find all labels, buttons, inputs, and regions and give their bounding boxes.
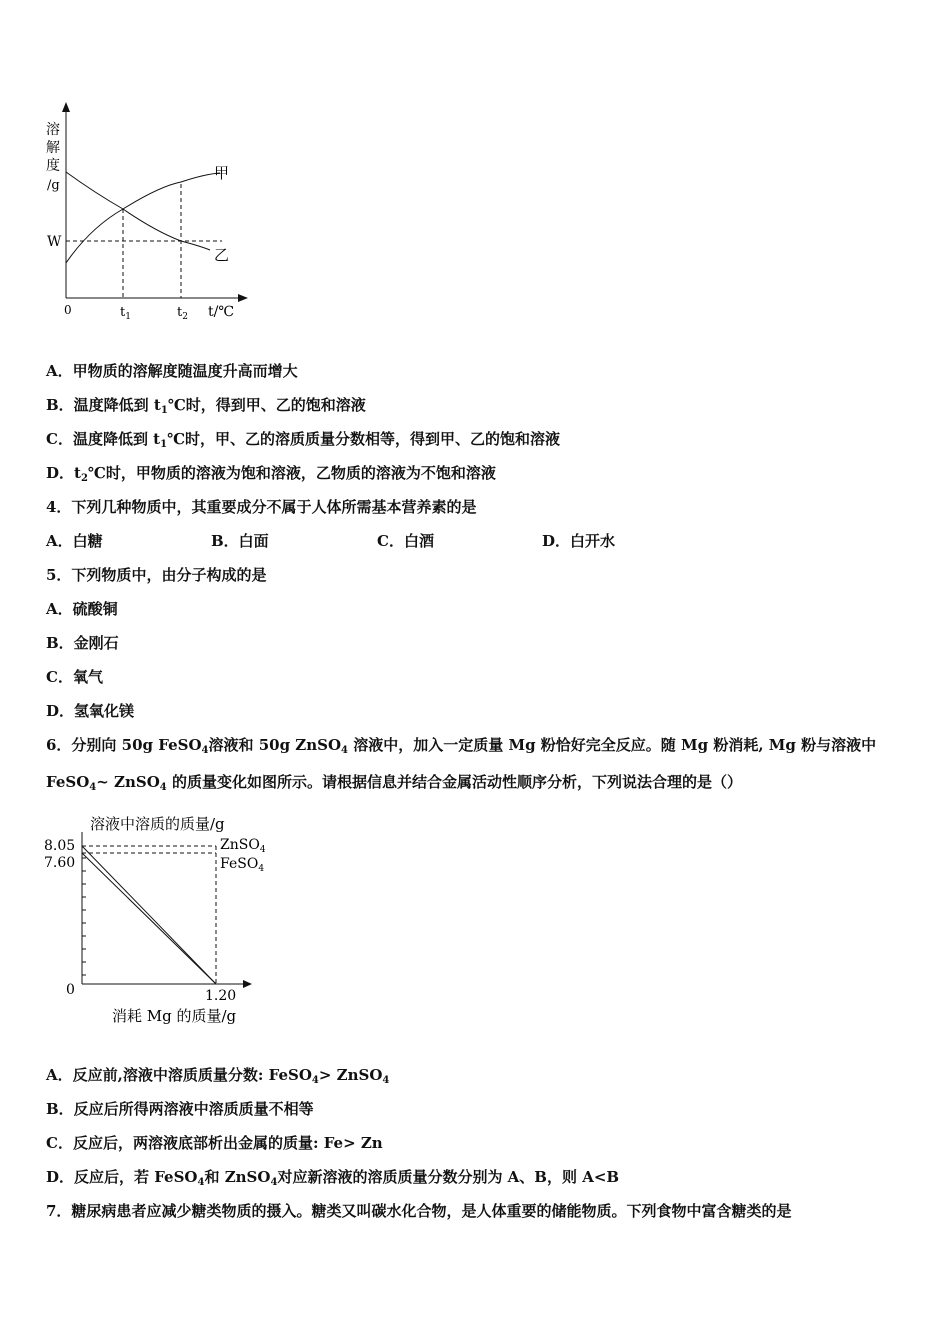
x-axis-label: 消耗 Mg 的质量/g bbox=[112, 1007, 237, 1025]
q6-stem-line1: 6．分别向 50g FeSO$_4$溶液和 50g ZnSO$_4$ 溶液中，加入一定质量 Mg 粉恰好完全反应。随 Mg 粉消耗, Mg 粉与溶液中 bbox=[46, 736, 877, 756]
curve-jia bbox=[66, 173, 220, 263]
q6-option-a: A．反应前,溶液中溶质质量分数: FeSO$_4$> ZnSO$_4$ bbox=[46, 1066, 390, 1086]
q5-option-a: A．硫酸铜 bbox=[46, 600, 118, 618]
q3-option-d: D．$t_2℃$时，甲物质的溶液为饱和溶液，乙物质的溶液为不饱和溶液 bbox=[46, 464, 496, 484]
q5-stem: 5．下列物质中，由分子构成的是 bbox=[46, 566, 267, 584]
y-tick-label-low: 7.60 bbox=[44, 855, 76, 871]
q3-option-a: A．甲物质的溶解度随温度升高而增大 bbox=[46, 362, 298, 380]
y-tick-label-high: 8.05 bbox=[44, 838, 76, 854]
q6-option-b: B．反应后所得两溶液中溶质质量不相等 bbox=[46, 1100, 314, 1118]
y-label-char: /g bbox=[47, 178, 60, 193]
q6-option-c: C．反应后，两溶液底部析出金属的质量: Fe> Zn bbox=[46, 1134, 383, 1152]
y-label-char: 溶 bbox=[46, 122, 60, 138]
t2-label: $t_2$ bbox=[177, 305, 188, 322]
q4-option-a: A．白糖 bbox=[46, 532, 103, 550]
q3-option-b: B．温度降低到 $t_1℃$时，得到甲、乙的饱和溶液 bbox=[46, 396, 366, 416]
q5-option-c: C．氧气 bbox=[46, 668, 103, 686]
q4-option-d: D．白开水 bbox=[542, 532, 616, 550]
chart-title: 溶液中溶质的质量/g bbox=[90, 815, 225, 833]
x-tick-label-end: 1.20 bbox=[205, 988, 237, 1004]
origin-label: 0 bbox=[66, 982, 75, 998]
y-label-char: 解 bbox=[46, 140, 60, 156]
q5-option-d: D．氢氧化镁 bbox=[46, 702, 135, 720]
q4-stem: 4．下列几种物质中，其重要成分不属于人体所需基本营养素的是 bbox=[46, 498, 477, 516]
q3-option-c: C．温度降低到 $t_1℃$时，甲、乙的溶质质量分数相等，得到甲、乙的饱和溶液 bbox=[46, 430, 561, 450]
curve-yi-label: 乙 bbox=[214, 246, 230, 264]
y-ticks bbox=[82, 858, 86, 975]
legend-feso4: FeSO$_4$ bbox=[220, 856, 265, 874]
w-label: W bbox=[47, 234, 62, 250]
mg-consumption-chart bbox=[40, 810, 280, 1030]
y-axis-arrow bbox=[62, 102, 70, 112]
q4-option-b: B．白面 bbox=[211, 532, 269, 550]
series-znso4-line bbox=[82, 846, 216, 984]
q6-option-d: D．反应后，若 FeSO$_4$和 ZnSO$_4$对应新溶液的溶质质量分数分别为 A、B，则 A<B bbox=[46, 1168, 620, 1188]
t1-label: $t_1$ bbox=[120, 305, 131, 322]
solubility-chart bbox=[40, 98, 260, 330]
x-axis-label: t/℃ bbox=[208, 304, 235, 320]
q5-option-b: B．金刚石 bbox=[46, 634, 119, 652]
origin-label: 0 bbox=[64, 303, 72, 317]
y-label-char: 度 bbox=[46, 158, 60, 174]
q6-stem-line2: FeSO$_4$~ ZnSO$_4$ 的质量变化如图所示。请根据信息并结合金属活动性顺序分析，下列说法合理的是（） bbox=[46, 773, 742, 793]
series-feso4-line bbox=[82, 853, 216, 984]
q7-stem: 7．糖尿病患者应减少糖类物质的摄入。糖类又叫碳水化合物，是人体重要的储能物质。下列食物中富含糖类的是 bbox=[46, 1202, 792, 1220]
q4-option-c: C．白酒 bbox=[377, 532, 434, 550]
curve-yi bbox=[66, 172, 210, 250]
curve-jia-label: 甲 bbox=[214, 164, 230, 182]
x-axis-arrow bbox=[243, 980, 252, 988]
legend-znso4: ZnSO$_4$ bbox=[220, 837, 266, 855]
x-axis-arrow bbox=[238, 294, 248, 302]
